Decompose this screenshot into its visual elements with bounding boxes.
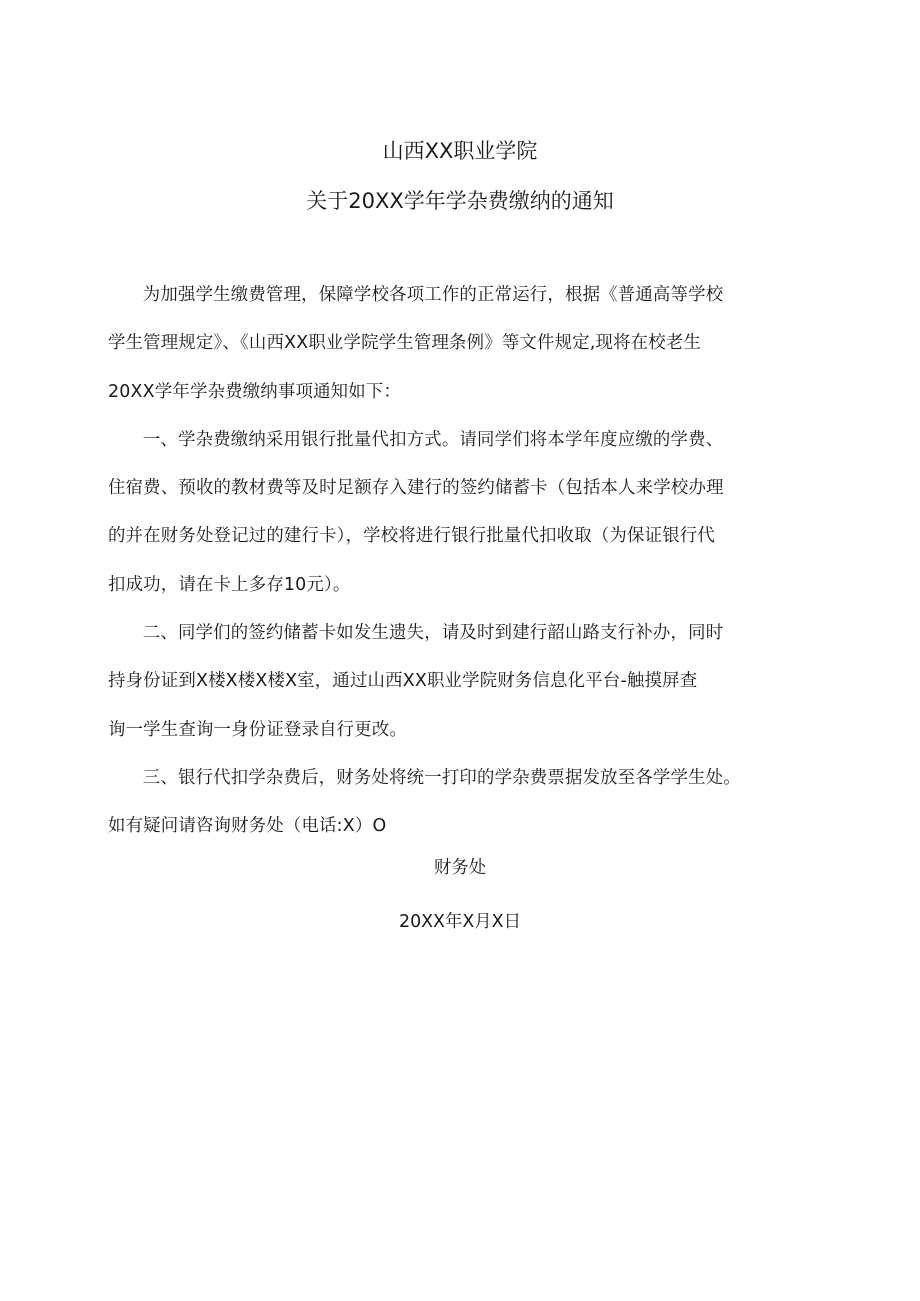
document-title-notice: 关于20XX学年学杂费缴纳的通知 xyxy=(306,189,614,213)
item1-line: 扣成功，请在卡上多存10元）。 xyxy=(108,574,351,595)
signature-date: 20XX年X月X日 xyxy=(399,912,521,932)
item2-line: 二、同学们的签约储蓄卡如发生遗失，请及时到建行韶山路支行补办，同时 xyxy=(142,623,724,644)
item3-line: 三、银行代扣学杂费后，财务处将统一打印的学杂费票据发放至各学学生处。 xyxy=(142,767,741,788)
item2-line: 询一学生查询一身份证登录自行更改。 xyxy=(108,719,408,740)
intro-line: 学生管理规定》、《山西XX职业学院学生管理条例》等文件规定,现将在校老生 xyxy=(108,333,702,354)
intro-paragraph xyxy=(108,271,818,416)
item1-line: 住宿费、预收的教材费等及时足额存入建行的签约储蓄卡（包括本人来学校办理 xyxy=(108,478,724,499)
document-title-school: 山西XX职业学院 xyxy=(382,139,538,163)
signature-department: 财务处 xyxy=(433,858,487,878)
item1-line: 一、学杂费缴纳采用银行批量代扣方式。请同学们将本学年度应缴的学费、 xyxy=(142,429,724,450)
item3-line: 如有疑问请咨询财务处（电话:X）O xyxy=(108,816,387,837)
document-body xyxy=(108,271,818,851)
item3-paragraph xyxy=(108,754,818,851)
item1-line: 的并在财务处登记过的建行卡），学校将进行银行批量代扣收取（为保证银行代 xyxy=(108,526,715,547)
intro-line: 为加强学生缴费管理，保障学校各项工作的正常运行，根据《普通高等学校 xyxy=(142,285,724,305)
item2-line: 持身份证到X楼X楼X楼X室，通过山西XX职业学院财务信息化平台-触摸屏查 xyxy=(108,671,698,692)
item1-paragraph xyxy=(108,416,818,609)
intro-line: 20XX学年学杂费缴纳事项通知如下： xyxy=(108,381,402,402)
item2-paragraph xyxy=(108,609,818,754)
